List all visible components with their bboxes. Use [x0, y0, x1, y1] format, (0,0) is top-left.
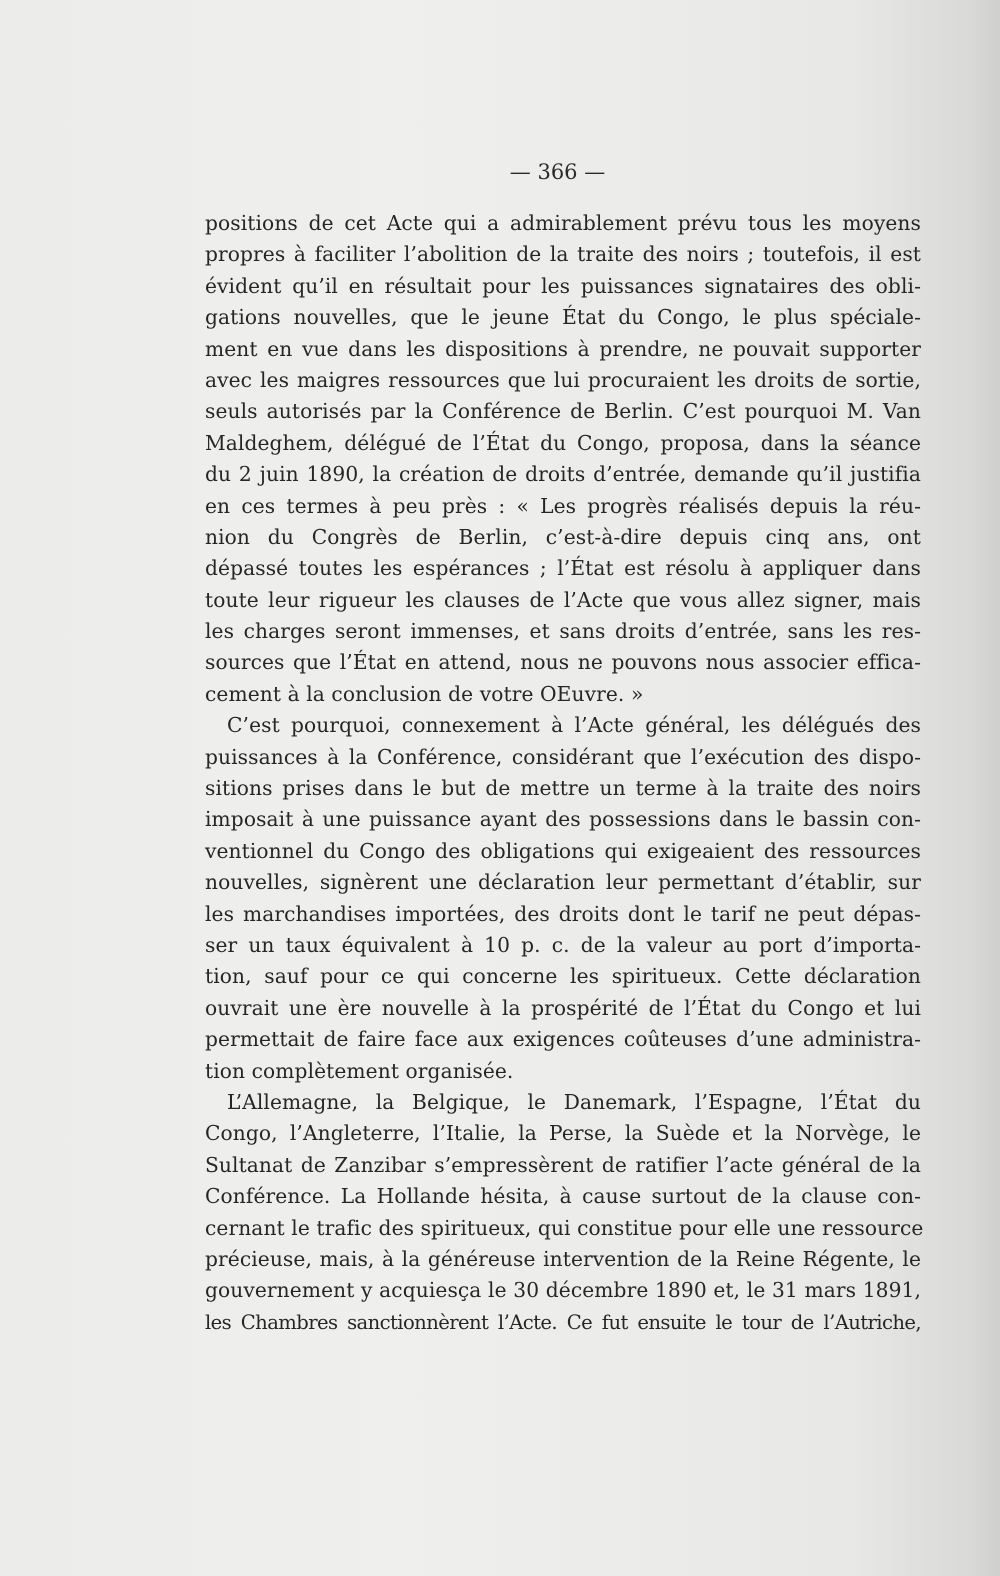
text-line: ser un taux équivalent à 10 p. c. de la valeur au port d’importa-	[205, 932, 921, 957]
text-line-paragraph-end: cement à la conclusion de votre OEuvre. »	[205, 681, 644, 706]
page-number: — 366 —	[509, 160, 606, 184]
text-line: précieuse, mais, à la généreuse intervention de la Reine Régente, le	[205, 1246, 921, 1271]
text-line: évident qu’il en résultait pour les puissances signataires des obli-	[205, 273, 921, 298]
text-line: dépassé toutes les espérances ; l’État est résolu à appliquer dans	[205, 556, 921, 581]
text-line: tion, sauf pour ce qui concerne les spiritueux. Cette déclaration	[205, 964, 921, 989]
text-line: nion du Congrès de Berlin, c’est-à-dire depuis cinq ans, ont	[205, 524, 921, 549]
body-text	[205, 208, 924, 1338]
text-line: permettait de faire face aux exigences coûteuses d’une administra-	[205, 1027, 921, 1052]
text-line: en ces termes à peu près : « Les progrès réalisés depuis la réu-	[205, 493, 921, 518]
text-line-paragraph-start: C’est pourquoi, connexement à l’Acte général, les délégués des	[227, 713, 921, 738]
text-line: Conférence. La Hollande hésita, à cause surtout de la clause con-	[205, 1184, 921, 1209]
text-line: positions de cet Acte qui a admirablement prévu tous les moyens	[205, 211, 921, 235]
text-line: propres à faciliter l’abolition de la traite des noirs ; toutefois, il est	[205, 242, 921, 267]
text-line: Maldeghem, délégué de l’État du Congo, proposa, dans la séance	[205, 430, 921, 455]
text-line: toute leur rigueur les clauses de l’Acte que vous allez signer, mais	[205, 587, 921, 612]
text-line: gations nouvelles, que le jeune État du Congo, le plus spéciale-	[205, 305, 921, 330]
text-line: avec les maigres ressources que lui procuraient les droits de sortie,	[205, 367, 921, 392]
text-line: les marchandises importées, des droits dont le tarif ne peut dépas-	[205, 901, 921, 926]
text-line: gouvernement y acquiesça le 30 décembre 1890 et, le 31 mars 1891,	[205, 1278, 921, 1303]
text-line: puissances à la Conférence, considérant que l’exécution des dispo-	[205, 744, 921, 769]
text-line: sitions prises dans le but de mettre un terme à la traite des noirs	[205, 776, 921, 801]
text-line: ventionnel du Congo des obligations qui exigeaient des ressources	[205, 838, 921, 863]
text-line: Congo, l’Angleterre, l’Italie, la Perse, la Suède et la Norvège, le	[205, 1121, 921, 1146]
text-line-paragraph-start: L’Allemagne, la Belgique, le Danemark, l’Espagne, l’État du	[227, 1089, 921, 1114]
text-line: ment en vue dans les dispositions à prendre, ne pouvait supporter	[205, 336, 921, 361]
text-line: cernant le trafic des spiritueux, qui constitue pour elle une ressource	[205, 1215, 924, 1240]
text-line: sources que l’État en attend, nous ne pouvons nous associer effica-	[205, 650, 921, 675]
text-line: les charges seront immenses, et sans droits d’entrée, sans les res-	[205, 619, 921, 644]
text-line: imposait à une puissance ayant des possessions dans le bassin con-	[205, 807, 921, 832]
text-line: du 2 juin 1890, la création de droits d’entrée, demande qu’il justifia	[205, 462, 921, 487]
text-line: seuls autorisés par la Conférence de Berlin. C’est pourquoi M. Van	[205, 399, 921, 424]
text-line: les Chambres sanctionnèrent l’Acte. Ce fut ensuite le tour de l’Autriche,	[205, 1310, 921, 1334]
text-line: ouvrait une ère nouvelle à la prospérité de l’État du Congo et lui	[205, 995, 921, 1020]
text-line-paragraph-end: tion complètement organisée.	[205, 1058, 514, 1083]
text-line: nouvelles, signèrent une déclaration leur permettant d’établir, sur	[205, 870, 921, 895]
text-line: Sultanat de Zanzibar s’empressèrent de ratifier l’acte général de la	[205, 1152, 921, 1177]
